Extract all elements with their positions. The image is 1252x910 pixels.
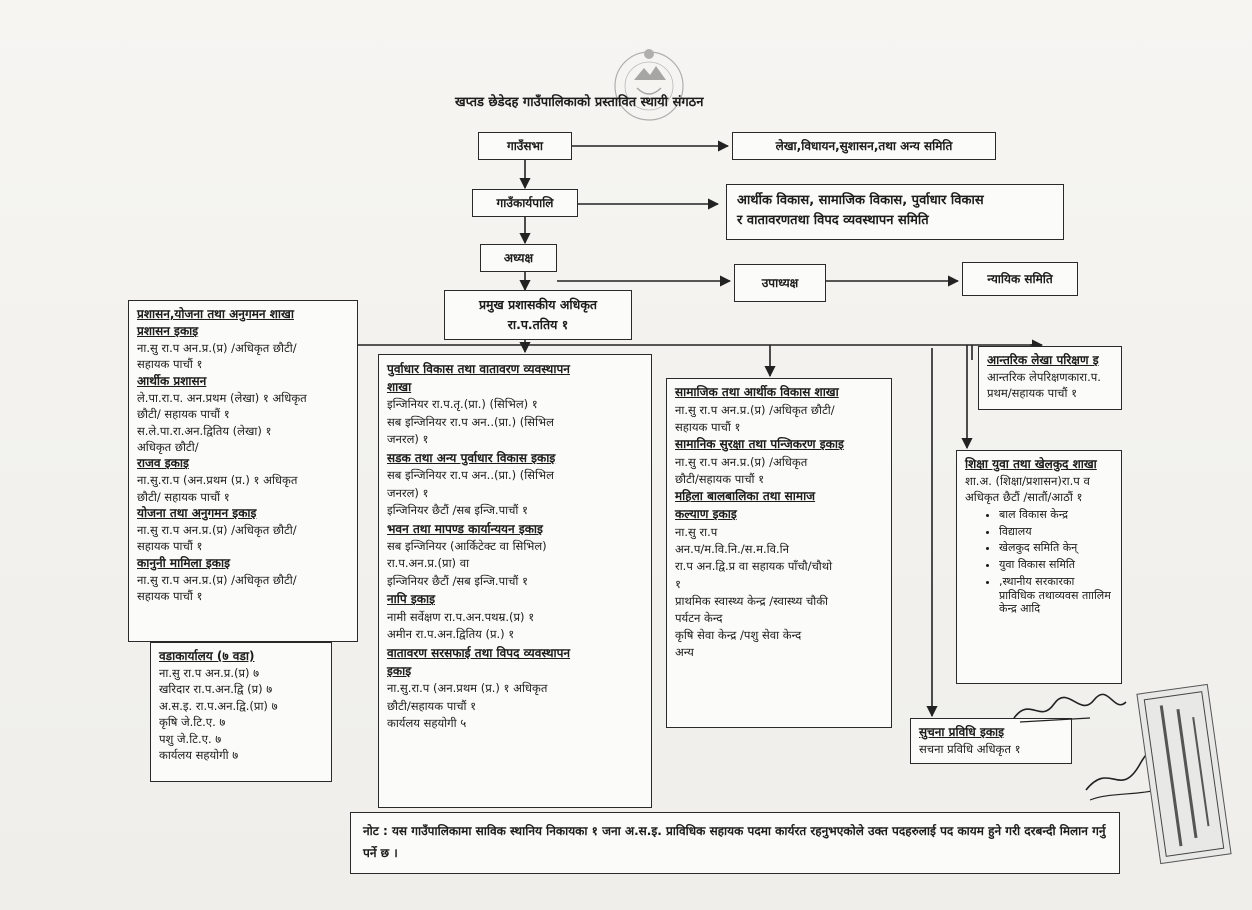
purwadhar-branch-box: [378, 354, 652, 808]
section-heading: सुचना प्रविधि इकाइ: [919, 725, 1005, 739]
bullet-item: • ,स्थानीय सरकारका प्राविधिक तथाव्यवस ताालिम केन्द्र आदि: [999, 575, 1113, 616]
node-nyayik-samiti: न्यायिक समिति: [962, 262, 1078, 296]
staff-line: सहायक पाचौं १: [137, 539, 203, 554]
node-lekha-samiti: लेखा,विधायन,सुशासन,तथा अन्य समिति: [732, 132, 996, 160]
staff-line: ना.सु रा.प अन.प्र.(प्र) ७: [159, 666, 260, 680]
staff-line: अन.प/म.वि.नि./स.म.वि.नि: [675, 542, 790, 557]
staff-line: जनरल) १: [387, 485, 429, 500]
node-karyapalika: गाउँकार्यपालि: [472, 189, 578, 217]
staff-line: आन्तरिक लेपरिक्षणकारा.प.: [987, 370, 1101, 384]
staff-line: ना.सु.रा.प (अन.प्रथम (प्र.) १ अधिकृत: [137, 473, 298, 488]
section-heading: कल्याण इकाइ: [675, 507, 737, 522]
staff-line: सहायक पाचौं १: [137, 589, 203, 604]
staff-line: अमीन रा.प.अन.द्वितिय (प्र.) १: [387, 627, 515, 642]
wada-office-box: [150, 642, 332, 782]
section-heading: राजव इकाइ: [137, 456, 189, 471]
section-heading: वातावरण सरसफाई तथा विपद व्यवस्थापन: [387, 645, 571, 660]
staff-line: नामी सर्वेक्षण रा.प.अन.पथम्र.(प्र) १: [387, 609, 535, 624]
section-heading: नापि इकाइ: [387, 592, 435, 607]
staff-line: इन्जिनियर छैटौं /सब इन्जि.पाचौं १: [387, 573, 529, 588]
section-heading: भवन तथा मापण्ड कार्यान्ययन इकाइ: [387, 521, 543, 536]
section-heading: महिला बालबालिका तथा सामाज: [675, 489, 816, 504]
staff-line: अ.स.इ. रा.प.अन.द्वि.(प्रा) ७: [159, 698, 278, 713]
shiksha-branch-box: [956, 450, 1122, 684]
node-gaunsabha: गाउँसभा: [478, 132, 572, 160]
section-heading: आन्तरिक लेखा परिक्षण इ: [987, 353, 1099, 367]
antarik-audit-box: [978, 346, 1122, 410]
node-adhyaksha: अध्यक्ष: [480, 244, 557, 272]
section-heading: योजना तथा अनुगमन इकाइ: [137, 506, 257, 520]
staff-line: ना.सु रा.प अन.प्र.(प्र) /अधिकृत छौटी/: [675, 402, 835, 417]
node-arthik-samiti: [726, 184, 1064, 240]
node-pramukh: [444, 290, 632, 340]
staff-line: ना.सु रा.प अन.प्र.(प्र) /अधिकृत छौटी/: [137, 572, 297, 587]
pramukh-line-1: प्रमुख प्रशासकीय अधिकृत: [478, 297, 598, 312]
arthik-line-2: र वातावरणतथा विपद व्यवस्थापन समिति: [737, 212, 929, 228]
footer-note: नोट : यस गाउँपालिकामा साविक स्थानिय निकायका १ जना अ.स.इ. प्राविधिक सहायक पदमा कार्यरत रहनुभएकोले उक्त पदहरुलाई पद कायम हुने गरी दरबन्दी मिलान गर्नु पर्ने छ ।: [350, 812, 1120, 874]
staff-line: अन्य: [675, 645, 694, 660]
staff-line: १: [675, 576, 681, 591]
staff-line: सब इन्जिनियर (आर्किटेक्ट वा सिभिल): [387, 538, 547, 553]
prashasan-branch-box: [128, 300, 358, 642]
staff-line: छौटी/सहायक पाचौं १: [387, 698, 477, 713]
staff-line: ना.सु.रा.प (अन.प्रथम (प्र.) १ अधिकृत: [387, 680, 548, 695]
staff-line: शा.अ. (शिक्षा/प्रशासन)रा.प व: [965, 474, 1090, 488]
staff-line: अधिकृत छैटौं /सातौं/आठौं १: [965, 490, 1083, 505]
section-heading: वडाकार्यालय (७ वडा): [159, 649, 255, 663]
section-heading: सामाजिक तथा आर्थीक विकास शाखा: [675, 385, 839, 399]
section-heading: सामानिक सुरक्षा तथा पन्जिकरण इकाइ: [675, 437, 844, 452]
bullet-item: • बाल विकास केन्द्र: [999, 508, 1113, 522]
staff-line: सब इन्जिनियर रा.प अन..(प्रा.) (सिभिल: [387, 468, 554, 483]
staff-line: छौटी/ सहायक पाचौं १: [137, 489, 230, 504]
staff-line: ले.पा.रा.प. अन.प्रथम (लेखा) १ अधिकृत: [137, 390, 307, 405]
samajik-branch-box: [666, 378, 892, 728]
staff-line: पर्यटन केन्द: [675, 610, 723, 625]
section-heading: शाखा: [387, 380, 412, 395]
staff-line: छौटी/ सहायक पाचौं १: [137, 407, 230, 422]
staff-line: ना.सु रा.प: [675, 525, 718, 539]
section-heading: आर्थीक प्रशासन: [137, 373, 207, 388]
bullet-list: [965, 508, 1113, 616]
staff-line: जनरल) १: [387, 432, 429, 447]
section-heading: प्रशासन इकाइ: [137, 324, 199, 338]
staff-line: ना.सु रा.प अन.प्र.(प्र) /अधिकृत छौटी/: [137, 523, 297, 537]
staff-line: रा.प.अन.प्र.(प्रा) वा: [387, 556, 470, 571]
section-heading: शिक्षा युवा तथा खेलकुद शाखा: [965, 457, 1097, 471]
arthik-line-1: आर्थीक विकास, सामाजिक विकास, पुर्वाधार विकास: [737, 193, 984, 208]
bullet-item: • खेलकुद समिति केन्: [999, 541, 1113, 555]
bullet-item: • युवा विकास समिति: [999, 558, 1113, 572]
staff-line: प्रथम/सहायक पाचौं १: [987, 386, 1078, 401]
staff-line: पशु जे.टि.ए. ७: [159, 731, 222, 746]
staff-line: ना.सु रा.प अन.प्र.(प्र) /अधिकृत: [675, 455, 808, 469]
staff-line: सब इन्जिनियर रा.प अन..(प्रा.) (सिभिल: [387, 414, 554, 429]
staff-line: अधिकृत छौटी/: [137, 439, 199, 454]
pramukh-line-2: रा.प.ततिय १: [507, 317, 569, 332]
section-heading: पुर्वाधार विकास तथा वातावरण व्यवस्थापन: [387, 362, 570, 376]
staff-line: कार्यलय सहयोगी ७: [159, 747, 239, 762]
node-upadhyaksha: उपाध्यक्ष: [734, 264, 826, 302]
staff-line: छौटी/सहायक पाचौं १: [675, 472, 765, 487]
staff-line: ना.सु रा.प अन.प्र.(प्र) /अधिकृत छौटी/: [137, 341, 297, 355]
staff-line: प्राथमिक स्वास्थ्य केन्द्र /स्वास्थ्य चौकी: [675, 593, 829, 608]
section-heading: प्रशासन,योजना तथा अनुगमन शाखा: [137, 307, 294, 321]
staff-line: सचना प्रविधि अधिकृत १: [919, 742, 1021, 756]
bullet-item: • विद्यालय: [999, 525, 1113, 539]
staff-line: सहायक पाचौं १: [675, 420, 741, 434]
signature-icon: [1010, 688, 1130, 728]
staff-line: कार्यलय सहयोगी ५: [387, 716, 467, 731]
staff-line: स.ले.पा.रा.अन.द्वितिय (लेखा) १: [137, 423, 272, 438]
staff-line: इन्जिनियर रा.प.तृ.(प्रा.) (सिभिल) १: [387, 397, 538, 412]
section-heading: इकाइ: [387, 663, 412, 678]
municipality-seal-icon: [604, 42, 694, 128]
staff-line: इन्जिनियर छैटौं /सब इन्जि.पाचौं १: [387, 503, 529, 518]
staff-line: कृषि जे.टि.ए. ७: [159, 715, 226, 730]
section-heading: कानुनी मामिला इकाइ: [137, 555, 231, 570]
page-title: खप्तड छेडेदह गाउँपालिकाको प्रस्तावित स्थायी संगठन: [455, 95, 704, 110]
staff-line: सहायक पाचौं १: [137, 357, 203, 372]
staff-line: खरिदार रा.प.अन.द्वि (प्र) ७: [159, 682, 273, 697]
staff-line: कृषि सेवा केन्द्र /पशु सेवा केन्द: [675, 628, 802, 643]
staff-line: रा.प अन.द्वि.प्र वा सहायक पाँचौ/चौथो: [675, 559, 833, 574]
section-heading: सडक तथा अन्य पुर्वाधार विकास इकाइ: [387, 450, 556, 465]
